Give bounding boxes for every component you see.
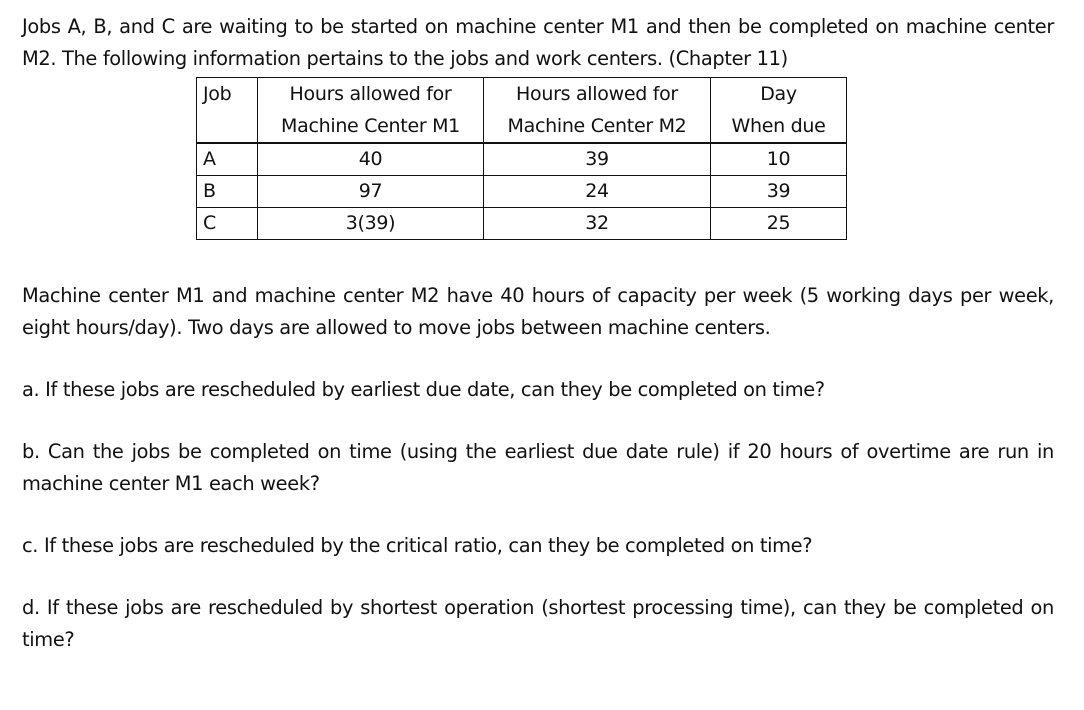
problem-document bbox=[22, 11, 1054, 656]
row-m2-hours: 32 bbox=[484, 208, 711, 240]
header-m2-line1: Hours allowed for bbox=[484, 78, 711, 111]
table-row bbox=[197, 176, 847, 208]
row-due-day: 10 bbox=[711, 143, 847, 176]
header-m2-line2: Machine Center M2 bbox=[484, 110, 711, 143]
header-job: Job bbox=[197, 78, 258, 111]
question-b: b. Can the jobs be completed on time (using the earliest due date rule) if 20 hours of overtime are run in machine center M1 each week? bbox=[22, 440, 1054, 495]
header-m1-line2: Machine Center M1 bbox=[258, 110, 484, 143]
row-job: C bbox=[197, 208, 258, 240]
question-d: d. If these jobs are rescheduled by shortest operation (shortest processing time), can they be completed on time? bbox=[22, 596, 1054, 651]
jobs-table bbox=[196, 77, 847, 240]
table-row bbox=[197, 143, 847, 176]
table-row bbox=[197, 208, 847, 240]
row-due-day: 25 bbox=[711, 208, 847, 240]
table-header-row-2 bbox=[197, 110, 847, 143]
row-m2-hours: 39 bbox=[484, 143, 711, 176]
header-due-line1: Day bbox=[711, 78, 847, 111]
header-job-blank bbox=[197, 110, 258, 143]
row-m1-hours: 97 bbox=[258, 176, 484, 208]
question-c: c. If these jobs are rescheduled by the critical ratio, can they be completed on time? bbox=[22, 534, 813, 557]
question-a: a. If these jobs are rescheduled by earliest due date, can they be completed on time? bbox=[22, 378, 825, 401]
intro-paragraph: Jobs A, B, and C are waiting to be started on machine center M1 and then be completed on machine center M2. The following information pertains to the jobs and work centers. (Chapter 11) bbox=[22, 15, 1054, 70]
row-m2-hours: 24 bbox=[484, 176, 711, 208]
row-job: B bbox=[197, 176, 258, 208]
capacity-paragraph: Machine center M1 and machine center M2 have 40 hours of capacity per week (5 working days per week, eight hours/day). Two days are allowed to move jobs between machine centers. bbox=[22, 284, 1054, 339]
header-due-line2: When due bbox=[711, 110, 847, 143]
table-header-row-1 bbox=[197, 78, 847, 111]
row-due-day: 39 bbox=[711, 176, 847, 208]
header-m1-line1: Hours allowed for bbox=[258, 78, 484, 111]
row-job: A bbox=[197, 143, 258, 176]
row-m1-hours: 40 bbox=[258, 143, 484, 176]
row-m1-hours: 3(39) bbox=[258, 208, 484, 240]
